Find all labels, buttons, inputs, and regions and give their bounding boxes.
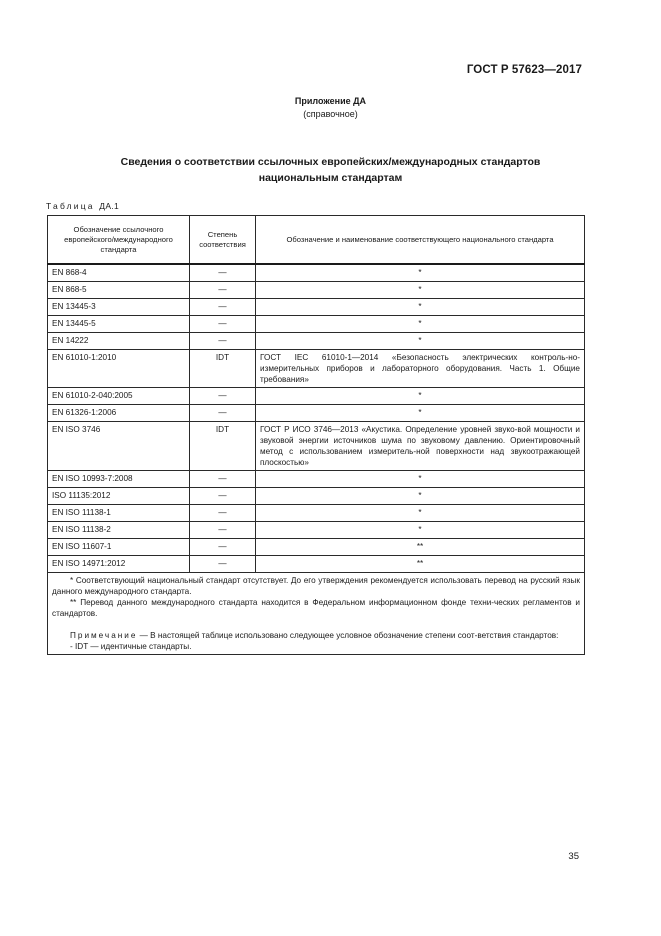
cell-degree: —	[190, 471, 256, 488]
cell-degree: —	[190, 316, 256, 333]
table-caption-prefix: Таблица	[46, 201, 95, 211]
cell-degree: —	[190, 522, 256, 539]
footnote-1: * Соответствующий национальный стандарт отсутствует. До его утверждения рекомендуется использовать перевод на русский язык данного международного стандарта.	[52, 576, 580, 596]
table-row	[48, 505, 585, 522]
title-line-2: национальным стандартам	[258, 172, 403, 184]
appendix-subtitle: (справочное)	[303, 109, 358, 119]
table-row	[48, 299, 585, 316]
table-caption-number: ДА.1	[99, 201, 120, 211]
cell-national: *	[256, 522, 585, 539]
table-row	[48, 316, 585, 333]
table-note	[52, 630, 580, 641]
table-notes-row	[48, 573, 585, 655]
table-notes	[48, 573, 585, 655]
table-row	[48, 471, 585, 488]
table-row	[48, 422, 585, 471]
cell-reference: EN ISO 10993-7:2008	[48, 471, 190, 488]
page-number: 35	[568, 851, 579, 862]
title-line-1: Сведения о соответствии ссылочных европейских/международных стандартов	[120, 156, 541, 168]
cell-national: **	[256, 556, 585, 573]
cell-reference: EN 868-5	[48, 282, 190, 299]
table-row	[48, 264, 585, 282]
header-reference-standard: Обозначение ссылочного европейского/международного стандарта	[48, 216, 190, 265]
table-row	[48, 522, 585, 539]
cell-reference: EN 13445-3	[48, 299, 190, 316]
table-row	[48, 539, 585, 556]
cell-national: *	[256, 405, 585, 422]
cell-degree: —	[190, 299, 256, 316]
note-item: - IDT — идентичные стандарты.	[70, 642, 192, 651]
cell-national: *	[256, 299, 585, 316]
cell-reference: EN 13445-5	[48, 316, 190, 333]
header-degree: Степень соответствия	[190, 216, 256, 265]
table-row	[48, 488, 585, 505]
appendix-heading	[0, 95, 661, 121]
table-row	[48, 388, 585, 405]
cell-national: *	[256, 471, 585, 488]
cell-degree: —	[190, 264, 256, 282]
cell-reference: EN ISO 11607-1	[48, 539, 190, 556]
note-label: Примечание	[70, 631, 138, 640]
cell-reference: EN 868-4	[48, 264, 190, 282]
cell-national: *	[256, 264, 585, 282]
cell-reference: EN ISO 3746	[48, 422, 190, 471]
footnote-2: ** Перевод данного международного стандарта находится в Федеральном информационном фонде техни-ческих регламентов и стандартов.	[52, 598, 580, 618]
cell-reference: EN 61010-2-040:2005	[48, 388, 190, 405]
cell-national: ГОСТ IEC 61010-1—2014 «Безопасность электрических контроль-но-измерительных приборов и лабораторного оборудования. Часть 1. Общие требования»	[256, 350, 585, 388]
table-caption	[46, 201, 119, 211]
cell-national: *	[256, 505, 585, 522]
cell-national: ГОСТ Р ИСО 3746—2013 «Акустика. Определение уровней звуко-вой мощности и звуковой энергии источников шума по звуковому давлению. Ориентировочный метод с использованием измеритель-ной поверхности над звукоотражающей плоскостью»	[256, 422, 585, 471]
cell-national: *	[256, 316, 585, 333]
cell-reference: EN ISO 11138-1	[48, 505, 190, 522]
cell-degree: —	[190, 282, 256, 299]
table-row	[48, 350, 585, 388]
appendix-title: Приложение ДА	[294, 96, 367, 106]
cell-degree: —	[190, 388, 256, 405]
cell-degree: —	[190, 539, 256, 556]
correspondence-table	[47, 215, 585, 655]
cell-reference: EN 61010-1:2010	[48, 350, 190, 388]
cell-national: **	[256, 539, 585, 556]
cell-reference: EN 14222	[48, 333, 190, 350]
cell-degree: —	[190, 405, 256, 422]
cell-national: *	[256, 282, 585, 299]
cell-degree: —	[190, 333, 256, 350]
note-text: — В настоящей таблице использовано следующее условное обозначение степени соот-ветствия стандартов:	[139, 631, 559, 640]
document-title	[60, 154, 601, 186]
cell-national: *	[256, 488, 585, 505]
cell-degree: —	[190, 488, 256, 505]
table-row	[48, 333, 585, 350]
cell-degree: IDT	[190, 422, 256, 471]
cell-degree: IDT	[190, 350, 256, 388]
cell-degree: —	[190, 505, 256, 522]
table-row	[48, 405, 585, 422]
cell-reference: EN ISO 14971:2012	[48, 556, 190, 573]
cell-reference: EN ISO 11138-2	[48, 522, 190, 539]
table-row	[48, 282, 585, 299]
cell-reference: ISO 11135:2012	[48, 488, 190, 505]
cell-national: *	[256, 333, 585, 350]
cell-reference: EN 61326-1:2006	[48, 405, 190, 422]
document-code: ГОСТ Р 57623—2017	[466, 64, 582, 76]
cell-degree: —	[190, 556, 256, 573]
header-national-standard: Обозначение и наименование соответствующего национального стандарта	[256, 216, 585, 265]
table-header-row	[48, 216, 585, 265]
table-row	[48, 556, 585, 573]
cell-national: *	[256, 388, 585, 405]
